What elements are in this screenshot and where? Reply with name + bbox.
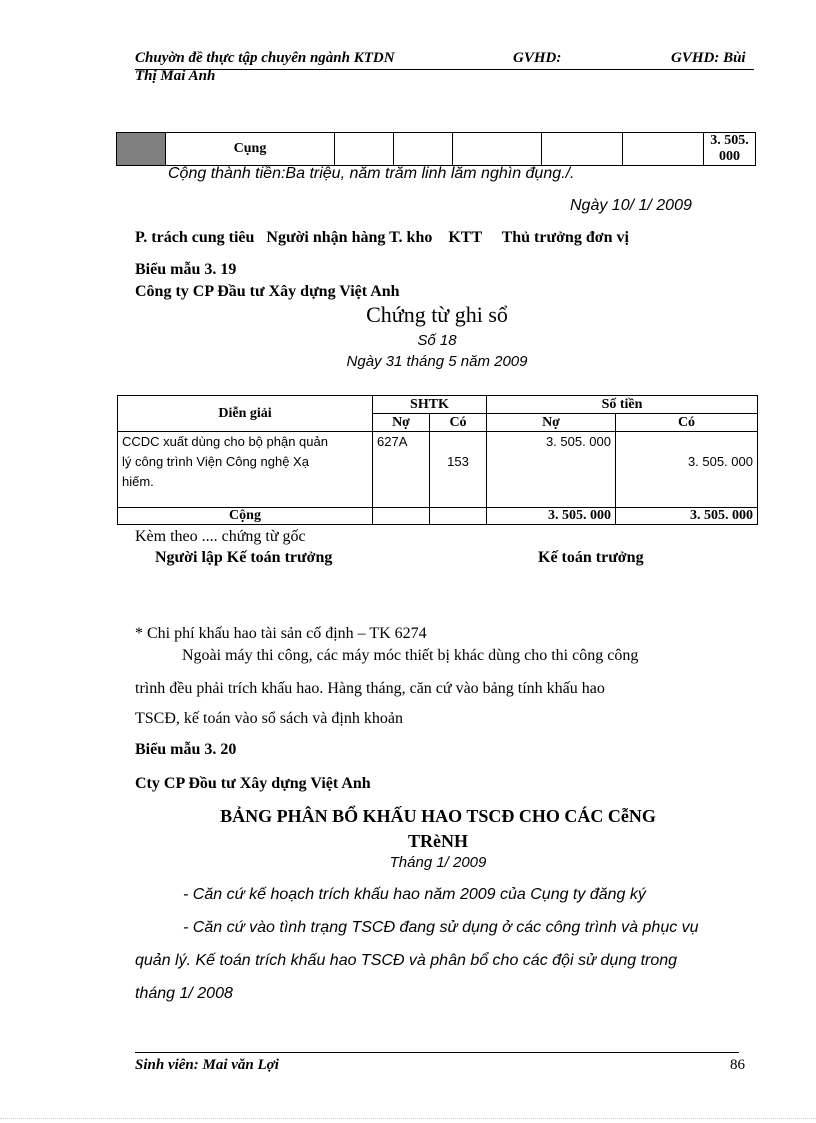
company-name-1: Công ty CP Đầu tư Xây dựng Việt Anh <box>135 283 400 300</box>
footer-student: Sinh viên: Mai văn Lợi <box>135 1057 279 1073</box>
col-header-description: Diễn giải <box>118 396 373 432</box>
form-label-320: Biểu mẫu 3. 20 <box>135 741 237 758</box>
page-bottom-edge <box>0 1118 816 1119</box>
top-table-cell <box>542 133 623 166</box>
total-empty-cell <box>430 508 487 525</box>
header-rule <box>135 69 754 70</box>
col-header-debit-amount: Nợ <box>487 414 616 432</box>
form-label-319: Biểu mẫu 3. 19 <box>135 261 237 278</box>
note-line: quản lý. Kế toán trích khấu hao TSCĐ và phân bổ cho các đội sử dụng trong <box>135 952 678 969</box>
voucher-title: Chứng từ ghi sổ <box>366 302 508 327</box>
row-description-line: CCDC xuất dùng cho bộ phận quản <box>122 434 328 449</box>
paragraph-line: Ngoài máy thi công, các máy móc thiết bị khác dùng cho thi công công <box>182 647 639 664</box>
header-gvhd-1: GVHD: <box>513 50 562 66</box>
top-table-cell <box>335 133 394 166</box>
total-empty-cell <box>373 508 430 525</box>
top-table-cell <box>623 133 704 166</box>
total-label: Cộng <box>118 508 373 525</box>
row-credit-account: 153 <box>430 432 487 508</box>
row-credit-amount: 3. 505. 000 <box>616 432 758 508</box>
depreciation-heading: * Chi phí khấu hao tài sản cố định – TK 6274 <box>135 625 427 642</box>
top-table-amount: 3. 505. 000 <box>704 133 756 166</box>
top-table-label: Cụng <box>166 133 335 166</box>
page-number: 86 <box>730 1057 745 1073</box>
total-debit: 3. 505. 000 <box>487 508 616 525</box>
row-description-line: lý công trình Viện Công nghệ Xạ <box>122 454 309 469</box>
note-line: - Căn cứ vào tình trạng TSCĐ đang sử dụng ở các công trình và phục vụ <box>183 919 699 936</box>
header-line-2: Thị Mai Anh <box>135 68 216 84</box>
total-credit: 3. 505. 000 <box>616 508 758 525</box>
header-gvhd-2: GVHD: Bùi <box>671 50 746 66</box>
table-total-row <box>118 508 758 525</box>
voucher-table <box>117 395 758 525</box>
row-description-line: hiếm. <box>122 474 154 489</box>
voucher-number: Số 18 <box>417 332 457 349</box>
top-table-cell <box>453 133 542 166</box>
top-table <box>116 132 756 166</box>
allocation-month: Tháng 1/ 2009 <box>389 854 487 871</box>
company-name-2: Cty CP Đồu tư Xây dựng Việt Anh <box>135 775 371 792</box>
allocation-title-line-2: TRèNH <box>408 831 468 851</box>
col-header-amount: Số tiền <box>487 396 758 414</box>
table-row <box>118 432 758 508</box>
signature-chief-accountant: Kế toán trưởng <box>538 549 644 566</box>
col-header-credit-account: Có <box>430 414 487 432</box>
row-debit-amount: 3. 505. 000 <box>487 432 616 508</box>
attachments-note: Kèm theo .... chứng từ gốc <box>135 528 306 545</box>
header-title: Chuyờn đề thực tập chuyên ngành KTDN <box>135 50 395 66</box>
total-in-words: Cộng thành tiền:Ba triệu, năm trăm linh lăm nghìn đụng./. <box>168 165 575 182</box>
col-header-debit-account: Nợ <box>373 414 430 432</box>
top-table-cell <box>117 133 166 166</box>
note-line: - Căn cứ kế hoạch trích khấu hao năm 2009 của Cụng ty đăng ký <box>183 886 646 903</box>
footer-rule <box>135 1052 739 1053</box>
paragraph-line: trình đều phải trích khấu hao. Hàng tháng, căn cứ vào bảng tính khấu hao <box>135 680 605 697</box>
signatures-row-1: P. trách cung tiêu Người nhận hàng T. kho KTT Thủ trưởng đơn vị <box>135 229 629 246</box>
note-line: tháng 1/ 2008 <box>135 985 233 1002</box>
row-debit-account: 627A <box>373 432 430 508</box>
top-table-cell <box>394 133 453 166</box>
col-header-shtk: SHTK <box>373 396 487 414</box>
signature-preparer: Người lập Kế toán trưởng <box>155 549 333 566</box>
allocation-title-line-1: BẢNG PHÂN BỔ KHẤU HAO TSCĐ CHO CÁC CễNG <box>220 806 656 826</box>
paragraph-line: TSCĐ, kế toán vào sổ sách và định khoản <box>135 710 403 727</box>
voucher-date: Ngày 31 tháng 5 năm 2009 <box>346 353 528 370</box>
date-1: Ngày 10/ 1/ 2009 <box>570 197 692 214</box>
row-description <box>118 432 373 508</box>
col-header-credit-amount: Có <box>616 414 758 432</box>
